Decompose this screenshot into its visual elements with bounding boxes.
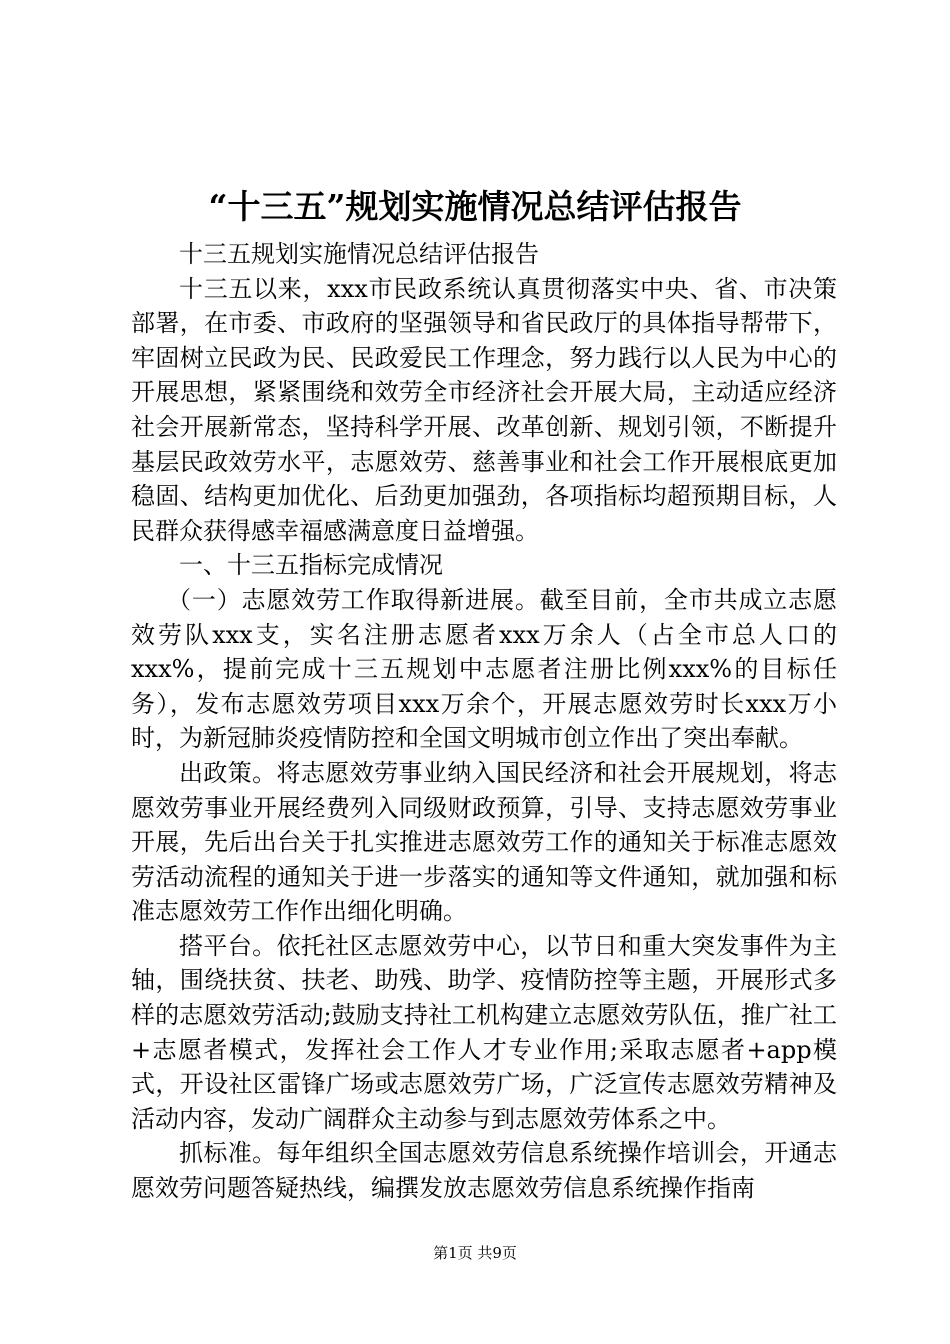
paragraph-subtitle: 十三五规划实施情况总结评估报告 bbox=[179, 240, 539, 268]
document-body bbox=[131, 237, 837, 1206]
document-title: “十三五”规划实施情况总结评估报告 bbox=[208, 187, 742, 226]
paragraph-intro: 十三五以来，xxx市民政系统认真贯彻落实中央、省、市决策部署，在市委、市政府的坚强领导和省民政厅的具体指导帮带下，牢固树立民政为民、民政爱民工作理念，努力践行以人民为中心的开展思想，紧紧围绕和效劳全市经济社会开展大局，主动适应经济社会开展新常态，坚持科学开展、改革创新、规划引领，不断提升基层民政效劳水平，志愿效劳、慈善事业和社会工作开展根底更加稳固、结构更加优化、后劲更加强劲，各项指标均超预期目标，人民群众获得感幸福感满意度日益增强。 bbox=[131, 274, 837, 545]
paragraph-volunteer-progress: （一）志愿效劳工作取得新进展。截至目前，全市共成立志愿效劳队xxx支，实名注册志愿者xxx万余人（占全市总人口的xxx%，提前完成十三五规划中志愿者注册比例xxx%的目标任务），发布志愿效劳项目xxx万余个，开展志愿效劳时长xxx万小时，为新冠肺炎疫情防控和全国文明城市创立作出了突出奉献。 bbox=[131, 585, 837, 753]
paragraph-policy: 出政策。将志愿效劳事业纳入国民经济和社会开展规划，将志愿效劳事业开展经费列入同级财政预算，引导、支持志愿效劳事业开展，先后出台关于扎实推进志愿效劳工作的通知关于标准志愿效劳活动流程的通知关于进一步落实的通知等文件通知，就加强和标准志愿效劳工作作出细化明确。 bbox=[131, 758, 837, 926]
paragraph-platform: 搭平台。依托社区志愿效劳中心，以节日和重大突发事件为主轴，围绕扶贫、扶老、助残、助学、疫情防控等主题，开展形式多样的志愿效劳活动;鼓励支持社工机构建立志愿效劳队伍，推广社工+志愿者模式，发挥社会工作人才专业作用;采取志愿者+app模式，开设社区雷锋广场或志愿效劳广场，广泛宣传志愿效劳精神及活动内容，发动广阔群众主动参与到志愿效劳体系之中。 bbox=[131, 931, 837, 1133]
page-footer: 第1页 共9页 bbox=[433, 1244, 517, 1262]
paragraph-standards: 抓标准。每年组织全国志愿效劳信息系统操作培训会，开通志愿效劳问题答疑热线，编撰发放志愿效劳信息系统操作指南 bbox=[131, 1139, 837, 1203]
section-heading: 一、十三五指标完成情况 bbox=[179, 551, 443, 580]
